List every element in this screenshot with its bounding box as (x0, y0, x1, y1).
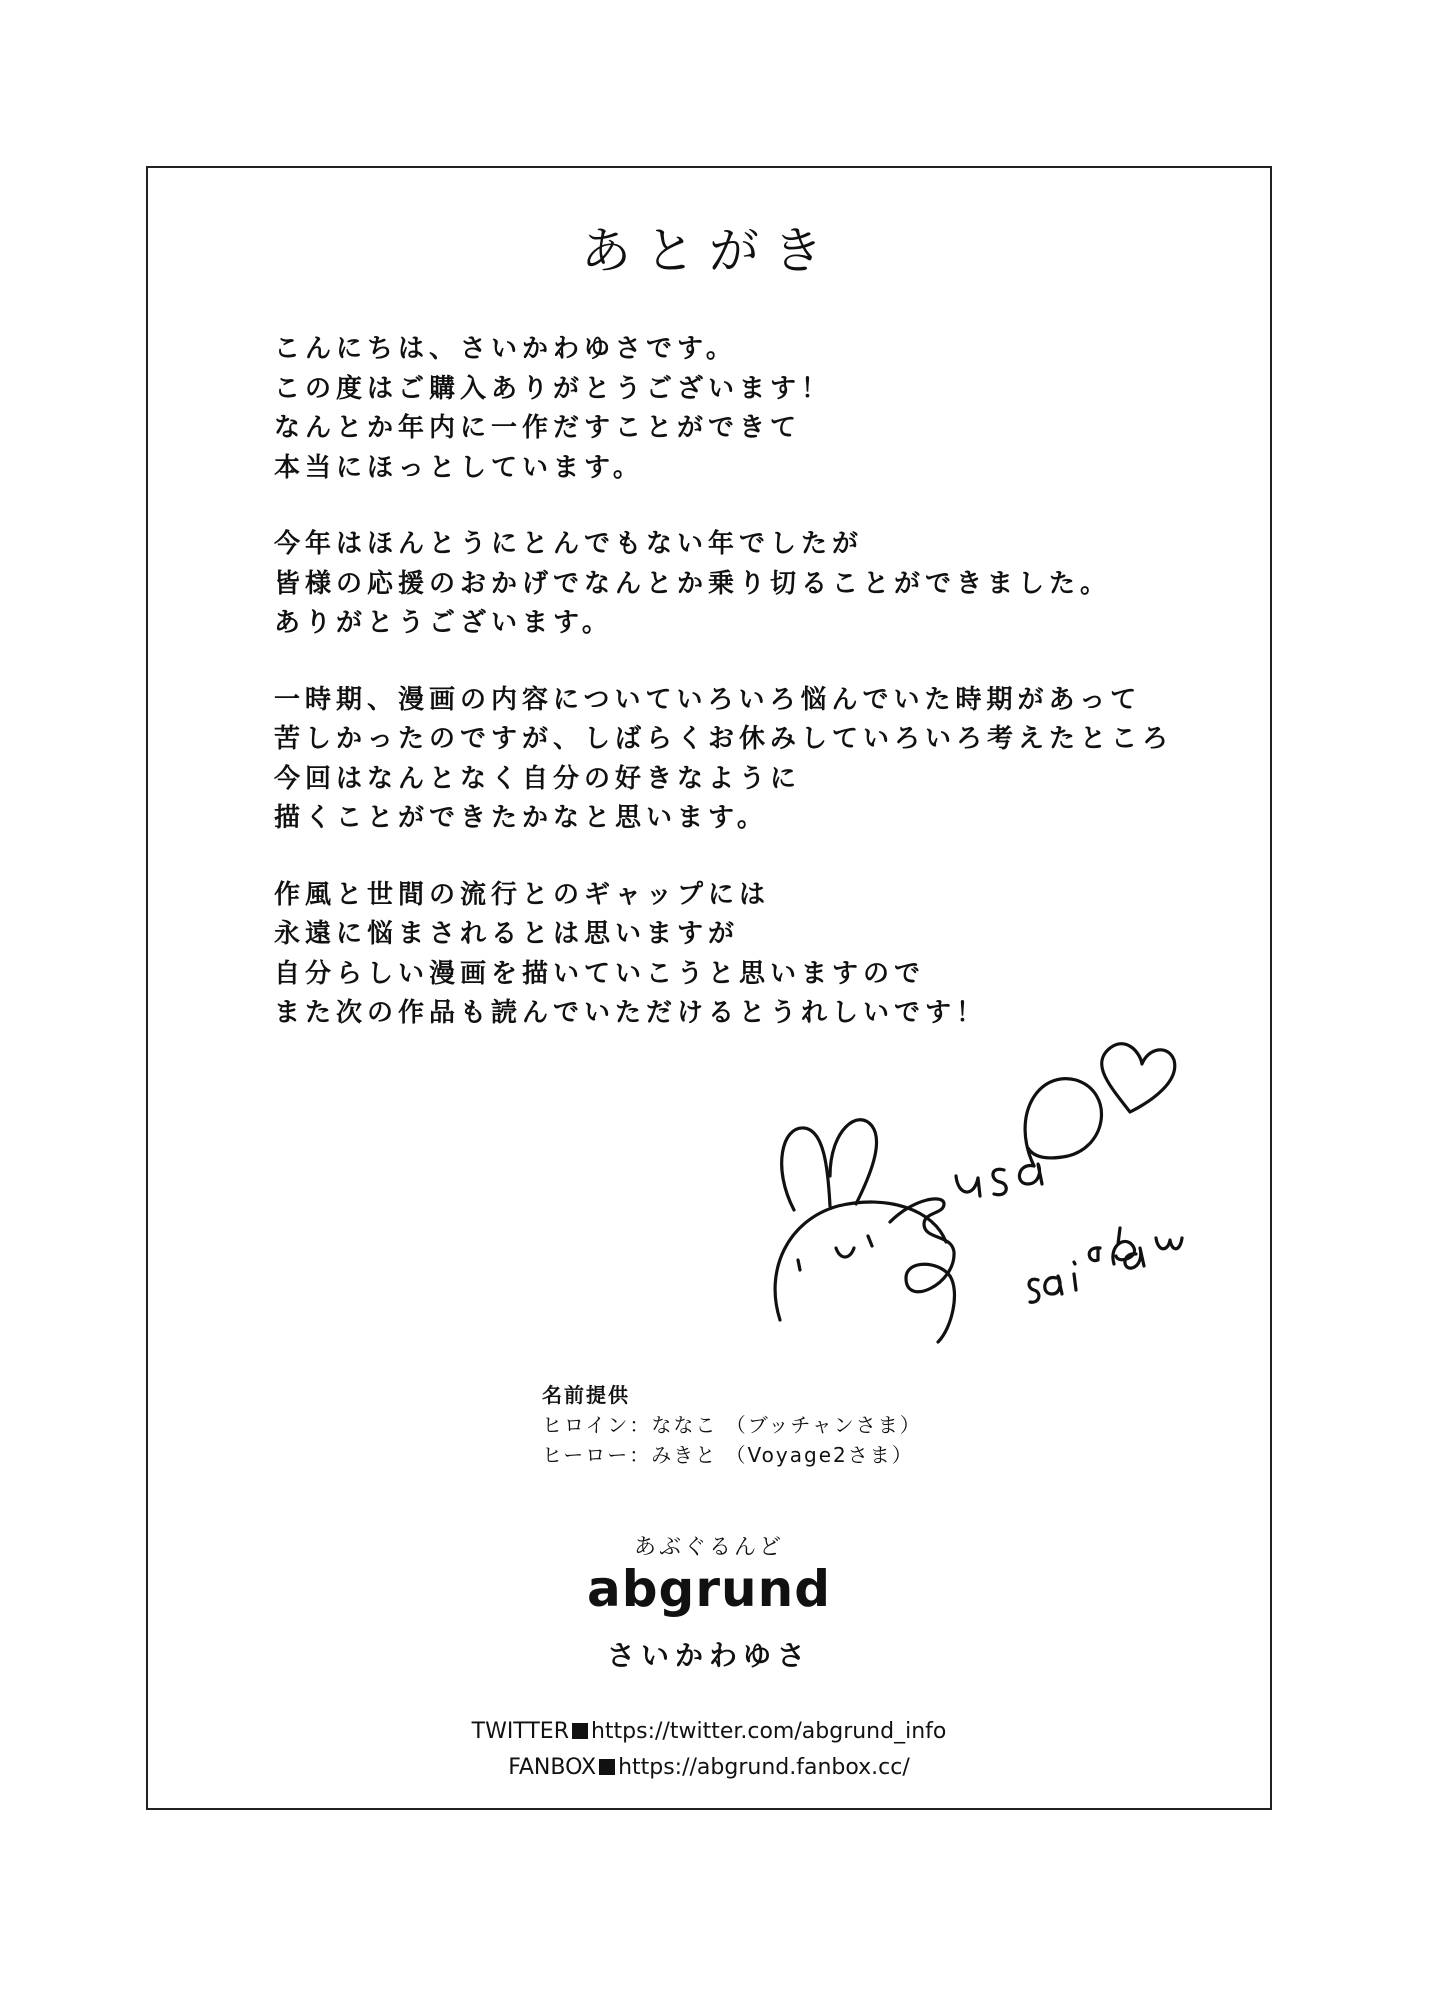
rabbit-head (775, 1202, 946, 1320)
text-line: ありがとうございます。 (274, 608, 613, 638)
rabbit-ear-right (830, 1120, 877, 1204)
square-bullet-icon (572, 1723, 588, 1739)
signature-a (1019, 1164, 1042, 1184)
circle-name: abgrund (587, 1560, 831, 1618)
square-bullet-icon (599, 1759, 615, 1775)
credit-row-heroine: ヒロイン：ななこ （ブッチャンさま） (542, 1413, 922, 1437)
heart-icon (1102, 1044, 1175, 1112)
rabbit-mouth (836, 1248, 854, 1257)
fanbox-link-row (148, 1750, 1270, 1786)
afterword-body (274, 330, 1234, 1071)
fanbox-url[interactable]: https://abgrund.fanbox.cc/ (618, 1755, 910, 1780)
signature-u (956, 1176, 980, 1196)
social-links (148, 1714, 1270, 1786)
twitter-link-row (148, 1714, 1270, 1750)
signature-saikawa (1029, 1228, 1182, 1302)
signature-flourish (890, 1199, 954, 1342)
text-line: 本当にほっとしています。 (274, 452, 644, 483)
paragraph-2 (274, 525, 1234, 644)
text-line: 今年はほんとうにとんでもない年でしたが (274, 529, 864, 559)
author-name: さいかわゆさ (606, 1639, 811, 1672)
text-line: 描くことができたかなと思います。 (274, 803, 768, 833)
text-line: 苦しかったのですが、しばらくお休みしていろいろ考えたところ (274, 724, 1174, 754)
circle-furigana: あぶぐるんど (633, 1535, 784, 1560)
text-line: 皆様の応援のおかげでなんとか乗り切ることができました。 (274, 568, 1112, 599)
signature-drawing (738, 1008, 1198, 1438)
credit-row-hero: ヒーロー：みきと （Voyage2さま） (542, 1443, 914, 1467)
fanbox-label: FANBOX (508, 1755, 597, 1780)
text-line: また次の作品も読んでいただけるとうれしいです！ (274, 998, 988, 1028)
page-title: あとがき (581, 222, 837, 280)
text-line: 自分らしい漫画を描いていこうと思いますので (274, 958, 926, 989)
twitter-url[interactable]: https://twitter.com/abgrund_info (590, 1719, 947, 1744)
text-line: 一時期、漫画の内容についていろいろ悩んでいた時期があって (274, 684, 1142, 715)
text-line: 今回はなんとなく自分の好きなように (274, 763, 802, 794)
paragraph-3 (274, 681, 1234, 839)
text-line: こんにちは、さいかわゆさです。 (274, 334, 737, 364)
signature-loop (1025, 1079, 1101, 1166)
text-line: この度はご購入ありがとうございます！ (274, 373, 833, 404)
text-line: 作風と世間の流行とのギャップには (274, 879, 771, 910)
rabbit-ear-left (782, 1128, 830, 1210)
text-line: 永遠に悩まされるとは思いますが (274, 919, 740, 949)
page-frame (146, 166, 1272, 1810)
rabbit-eye-right (868, 1236, 872, 1246)
paragraph-1 (274, 330, 1234, 488)
name-credits (542, 1380, 922, 1470)
credits-heading: 名前提供 (542, 1383, 630, 1407)
text-line: なんとか年内に一作だすことができて (274, 413, 802, 443)
rabbit-eye-left (798, 1260, 800, 1270)
twitter-label: TWITTER (471, 1719, 569, 1744)
signature-s (993, 1169, 1006, 1194)
